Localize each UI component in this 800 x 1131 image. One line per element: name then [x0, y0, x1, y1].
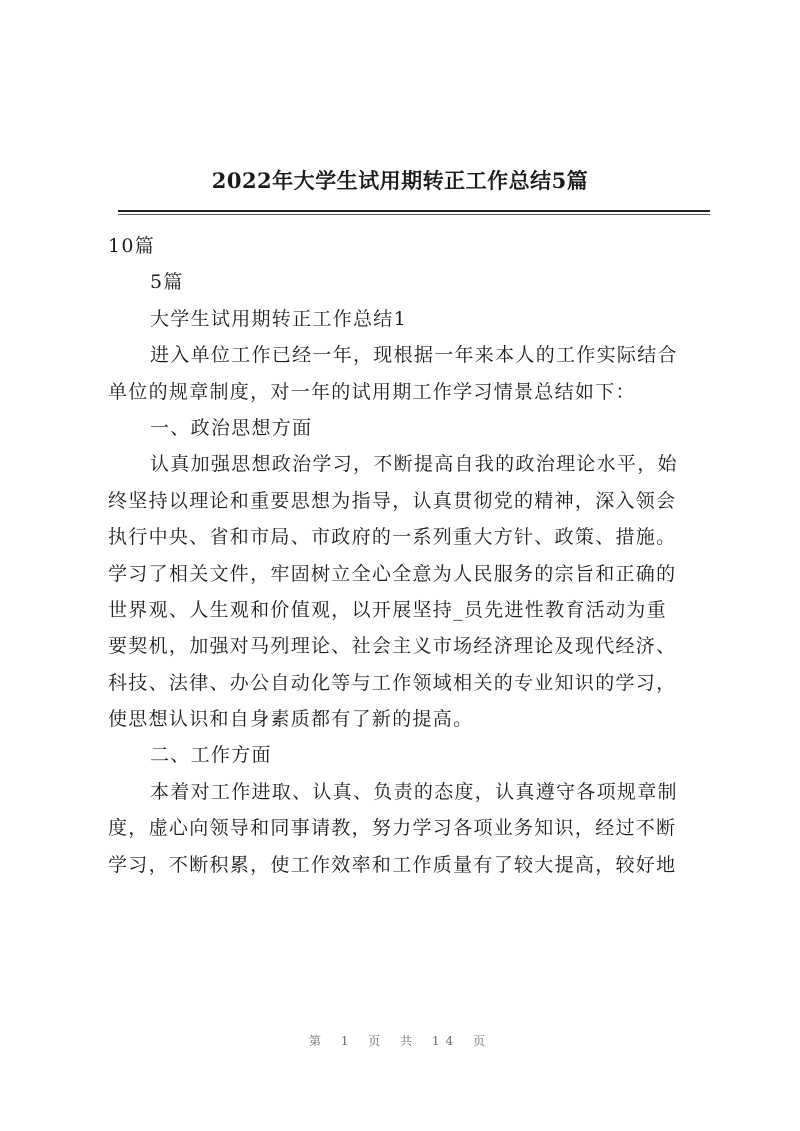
title-divider-thin	[118, 214, 710, 215]
section-heading: 一、政治思想方面	[150, 416, 313, 439]
page-footer: 第 1 页 共 14 页	[309, 1034, 491, 1048]
paragraph-line: 进入单位工作已经一年，现根据一年来本人的工作实际结合	[150, 344, 678, 367]
paragraph-line: 认真加强思想政治学习，不断提高自我的政治理论水平，始	[150, 453, 678, 476]
paragraph-line: 要契机，加强对马列理论、社会主义市场经济理论及现代经济、	[108, 635, 677, 658]
paragraph-line: 使思想认识和自身素质都有了新的提高。	[108, 708, 474, 731]
text-line: 10篇	[108, 235, 156, 257]
section-heading: 大学生试用期转正工作总结1	[150, 307, 407, 330]
paragraph-line: 世界观、人生观和价值观，以开展坚持_员先进性教育活动为重	[108, 598, 667, 621]
paragraph-line: 执行中央、省和市局、市政府的一系列重大方针、政策、措施。	[108, 526, 677, 549]
document-body	[108, 228, 712, 883]
paragraph-line: 度，虚心向领导和同事请教，努力学习各项业务知识，经过不断	[108, 817, 677, 840]
paragraph-line: 单位的规章制度，对一年的试用期工作学习情景总结如下：	[108, 380, 636, 403]
paragraph-line: 学习了相关文件，牢固树立全心全意为人民服务的宗旨和正确的	[108, 562, 677, 585]
paragraph-line: 科技、法律、办公自动化等与工作领域相关的专业知识的学习，	[108, 671, 677, 694]
paragraph-line: 学习，不断积累，使工作效率和工作质量有了较大提高，较好地	[108, 853, 677, 876]
document-title: 2022年大学生试用期转正工作总结5篇	[211, 168, 589, 193]
paragraph-line: 本着对工作进取、认真、负责的态度，认真遵守各项规章制	[150, 780, 678, 803]
section-heading: 二、工作方面	[150, 744, 272, 767]
text-line: 5篇	[150, 271, 184, 294]
title-divider	[118, 210, 710, 212]
paragraph-line: 终坚持以理论和重要思想为指导，认真贯彻党的精神，深入领会	[108, 489, 677, 512]
